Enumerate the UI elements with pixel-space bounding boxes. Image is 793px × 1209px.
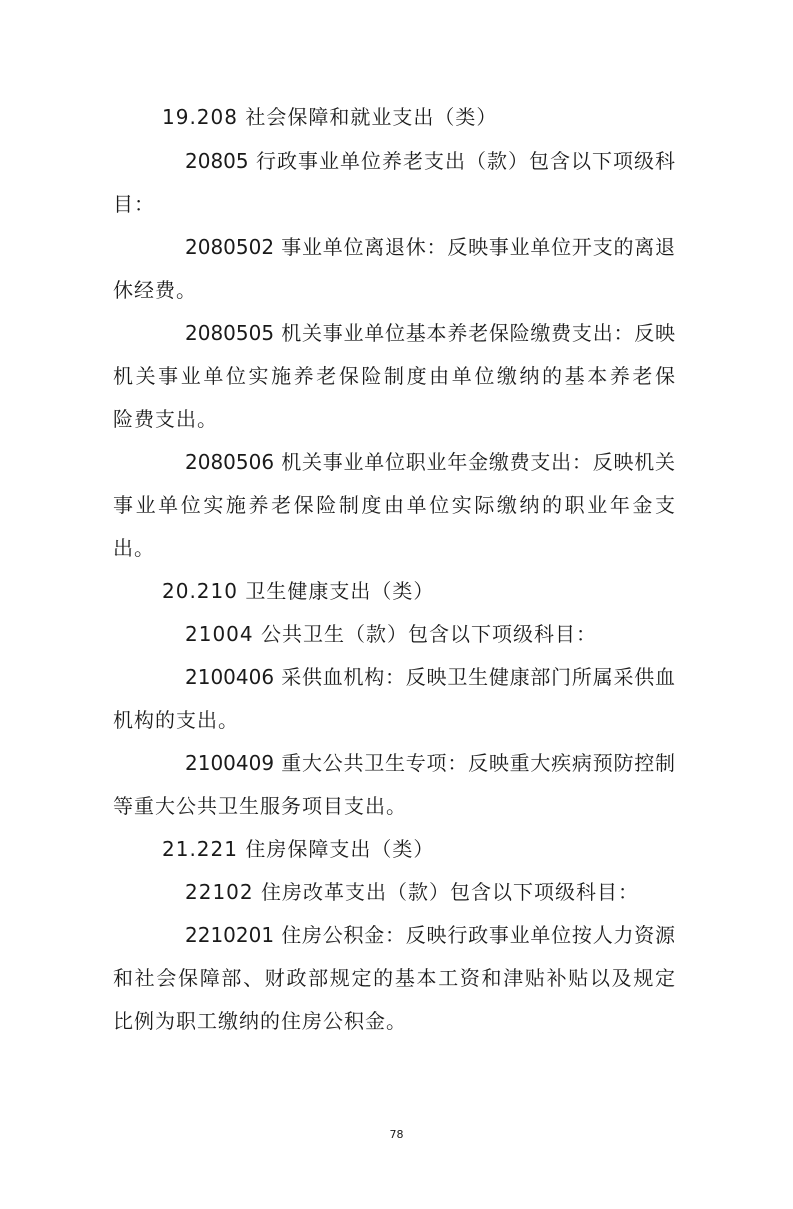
paragraph-line: 21004 公共卫生（款）包含以下项级科目： [185, 622, 597, 646]
paragraph-line: 等重大公共卫生服务项目支出。 [113, 794, 407, 818]
paragraph-line: 比例为职工缴纳的住房公积金。 [113, 1009, 407, 1033]
section-heading-208: 19.208 社会保障和就业支出（类） [162, 105, 498, 129]
paragraph-line: 2080506 机关事业单位职业年金缴费支出：反映机关 [185, 450, 675, 474]
paragraph-line: 2100406 采供血机构：反映卫生健康部门所属采供血 [185, 665, 675, 689]
paragraph-line: 2100409 重大公共卫生专项：反映重大疾病预防控制 [185, 751, 675, 775]
paragraph-line: 2210201 住房公积金：反映行政事业单位按人力资源 [185, 923, 675, 947]
paragraph-line: 目： [113, 192, 155, 216]
section-heading-210: 20.210 卫生健康支出（类） [162, 579, 435, 603]
paragraph-line: 险费支出。 [113, 407, 218, 431]
paragraph-line: 22102 住房改革支出（款）包含以下项级科目： [185, 880, 639, 904]
paragraph-line: 事业单位实施养老保险制度由单位实际缴纳的职业年金支 [113, 493, 675, 517]
page-number: 78 [389, 1128, 404, 1141]
paragraph-line: 和社会保障部、财政部规定的基本工资和津贴补贴以及规定 [113, 966, 675, 990]
section-heading-221: 21.221 住房保障支出（类） [162, 837, 435, 861]
paragraph-line: 2080502 事业单位离退休：反映事业单位开支的离退 [185, 235, 675, 259]
paragraph-line: 机构的支出。 [113, 708, 239, 732]
paragraph-line: 20805 行政事业单位养老支出（款）包含以下项级科 [185, 149, 675, 173]
paragraph-line: 出。 [113, 536, 155, 560]
paragraph-line: 休经费。 [113, 278, 197, 302]
paragraph-line: 2080505 机关事业单位基本养老保险缴费支出：反映 [185, 321, 675, 345]
paragraph-line: 机关事业单位实施养老保险制度由单位缴纳的基本养老保 [113, 364, 675, 388]
